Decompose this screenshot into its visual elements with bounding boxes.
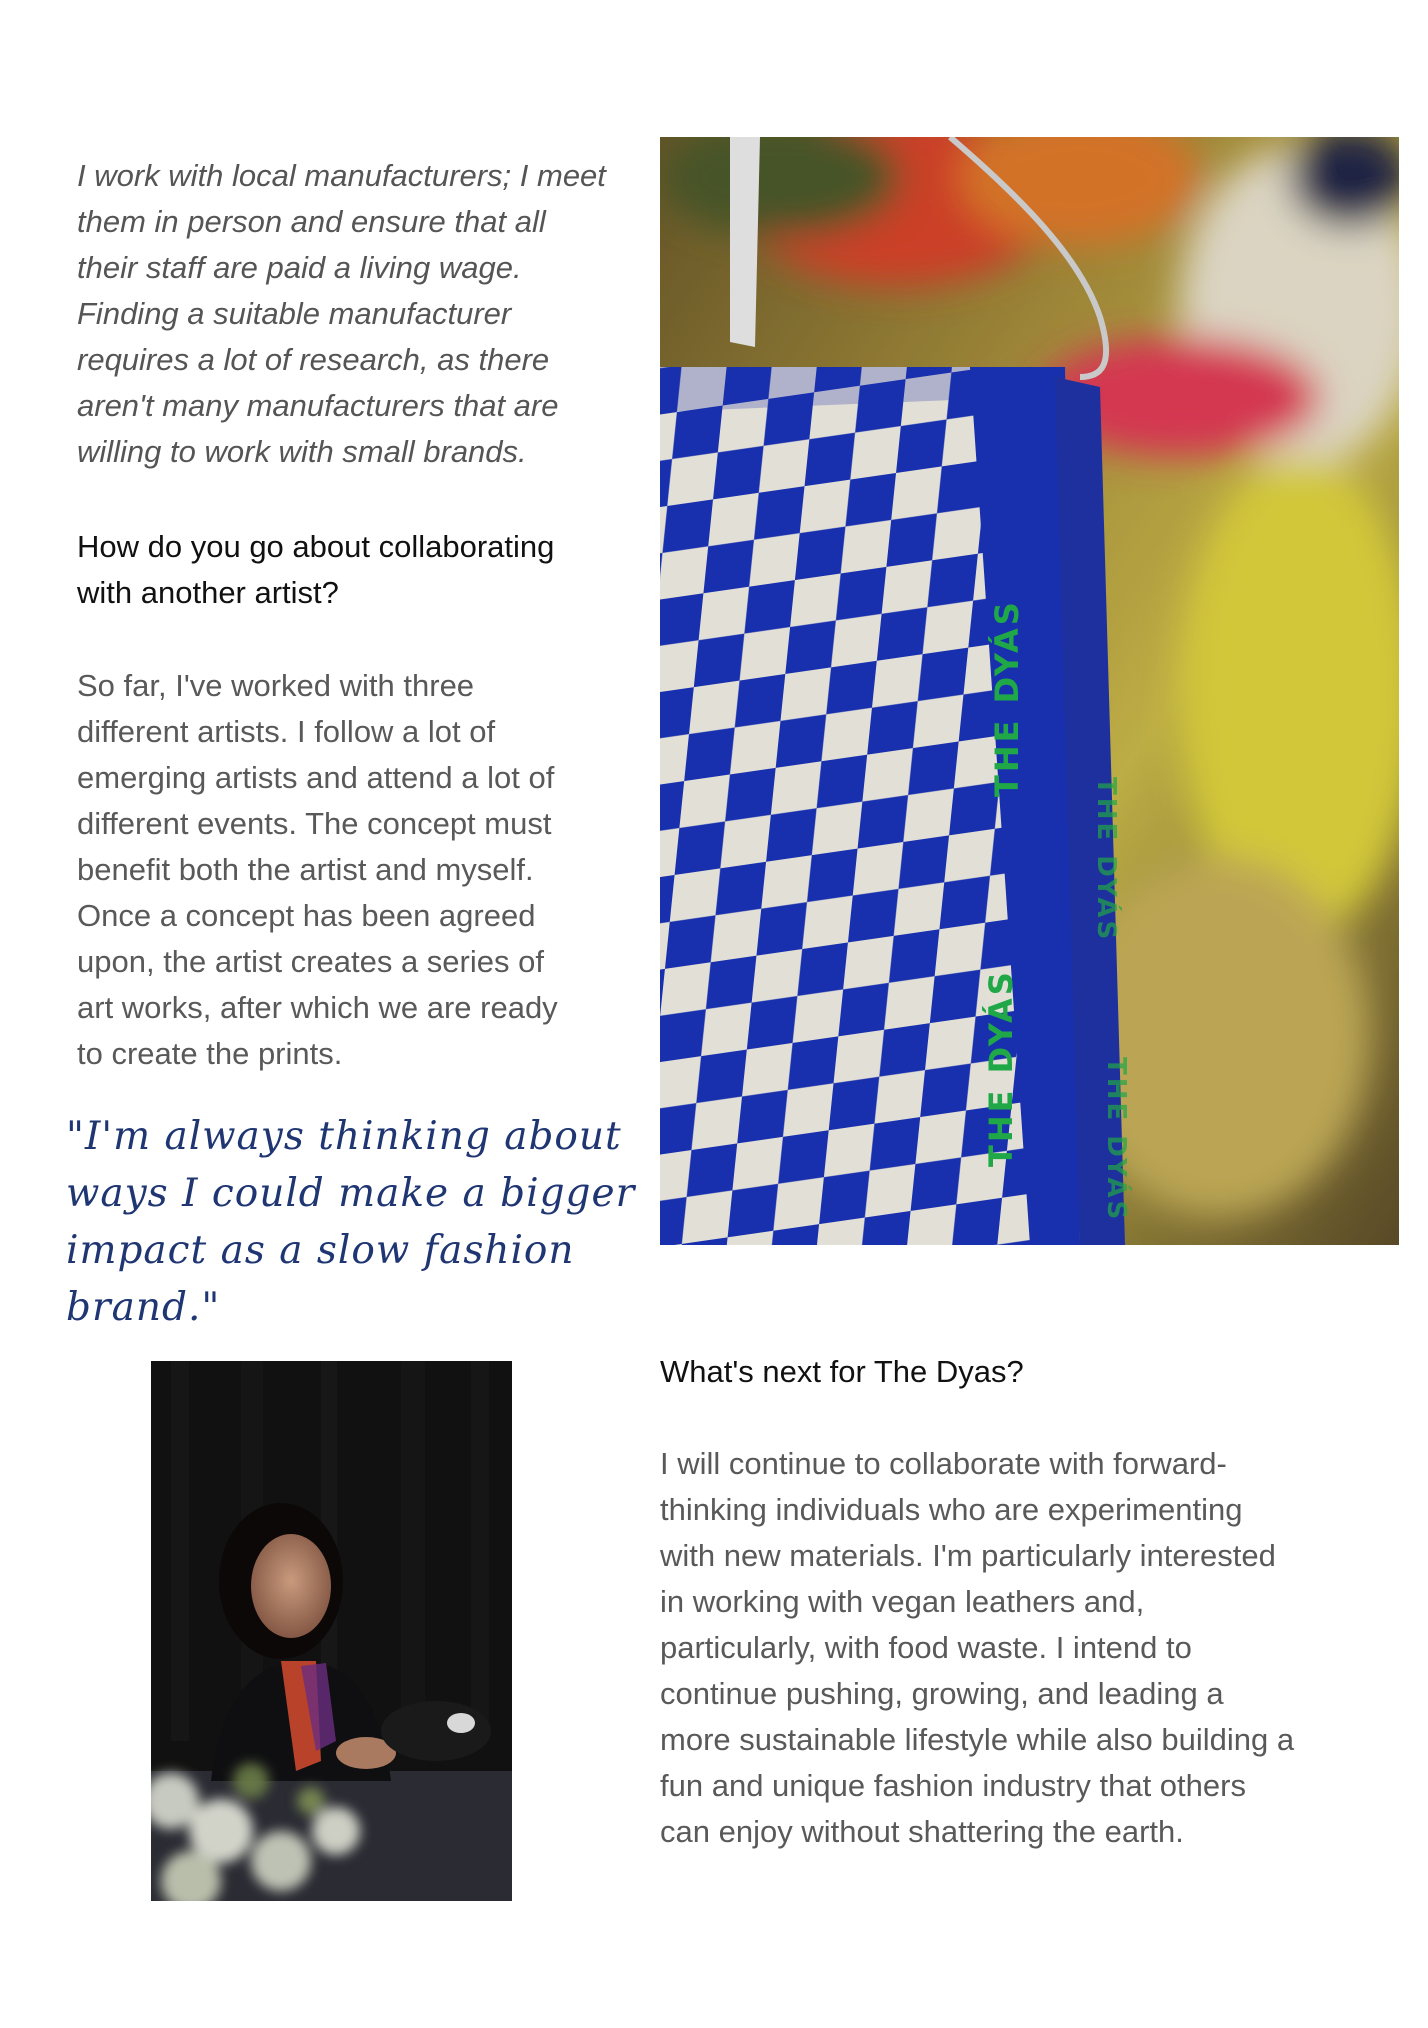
body-line: different events. The concept must bbox=[77, 806, 552, 841]
body-line: benefit both the artist and myself. bbox=[77, 852, 534, 887]
body-line: more sustainable lifestyle while also building a bbox=[660, 1722, 1295, 1757]
body-line: fun and unique fashion industry that others bbox=[660, 1768, 1246, 1803]
body-line: upon, the artist creates a series of bbox=[77, 944, 544, 979]
quote-line: impact as a slow fashion bbox=[66, 1228, 575, 1273]
body-line: I will continue to collaborate with forward- bbox=[660, 1446, 1227, 1481]
intro-line: willing to work with small brands. bbox=[77, 434, 527, 469]
intro-line: Finding a suitable manufacturer bbox=[77, 296, 512, 331]
body-line: So far, I've worked with three bbox=[77, 668, 475, 703]
body-line: in working with vegan leathers and, bbox=[660, 1584, 1145, 1619]
whats-next-heading: What's next for The Dyas? bbox=[660, 1354, 1024, 1389]
pull-quote bbox=[66, 1108, 666, 1336]
scarf-label: THE DYÁS bbox=[982, 969, 1020, 1167]
scarf-label: THE DYÁS bbox=[988, 599, 1026, 797]
collaboration-body bbox=[77, 663, 637, 1077]
whats-next-body bbox=[660, 1441, 1350, 1855]
body-line: thinking individuals who are experimenting bbox=[660, 1492, 1243, 1527]
body-line: different artists. I follow a lot of bbox=[77, 714, 496, 749]
scarf-label: THE DYÁS bbox=[1101, 1057, 1131, 1223]
body-line: to create the prints. bbox=[77, 1036, 343, 1071]
body-line: art works, after which we are ready bbox=[77, 990, 558, 1025]
body-line: with new materials. I'm particularly interested bbox=[660, 1538, 1276, 1573]
collaboration-heading bbox=[77, 524, 637, 616]
body-line: can enjoy without shattering the earth. bbox=[660, 1814, 1184, 1849]
scarf-illustration bbox=[660, 137, 1399, 1245]
heading-line: with another artist? bbox=[77, 575, 339, 610]
portrait-illustration bbox=[151, 1361, 512, 1901]
intro-line: their staff are paid a living wage. bbox=[77, 250, 522, 285]
intro-line: I work with local manufacturers; I meet bbox=[77, 158, 606, 193]
quote-line: brand." bbox=[66, 1285, 221, 1330]
quote-line: ways I could make a bigger bbox=[66, 1171, 636, 1216]
intro-paragraph bbox=[77, 153, 657, 475]
body-line: emerging artists and attend a lot of bbox=[77, 760, 555, 795]
heading-line: How do you go about collaborating bbox=[77, 529, 555, 564]
scarf-label: THE DYÁS bbox=[1091, 777, 1121, 943]
body-line: continue pushing, growing, and leading a bbox=[660, 1676, 1224, 1711]
body-line: Once a concept has been agreed bbox=[77, 898, 536, 933]
body-line: particularly, with food waste. I intend to bbox=[660, 1630, 1192, 1665]
intro-line: them in person and ensure that all bbox=[77, 204, 546, 239]
intro-line: aren't many manufacturers that are bbox=[77, 388, 559, 423]
portrait-photo bbox=[151, 1361, 512, 1901]
intro-line: requires a lot of research, as there bbox=[77, 342, 550, 377]
scarf-photo bbox=[660, 137, 1399, 1245]
quote-line: "I'm always thinking about bbox=[66, 1114, 622, 1159]
